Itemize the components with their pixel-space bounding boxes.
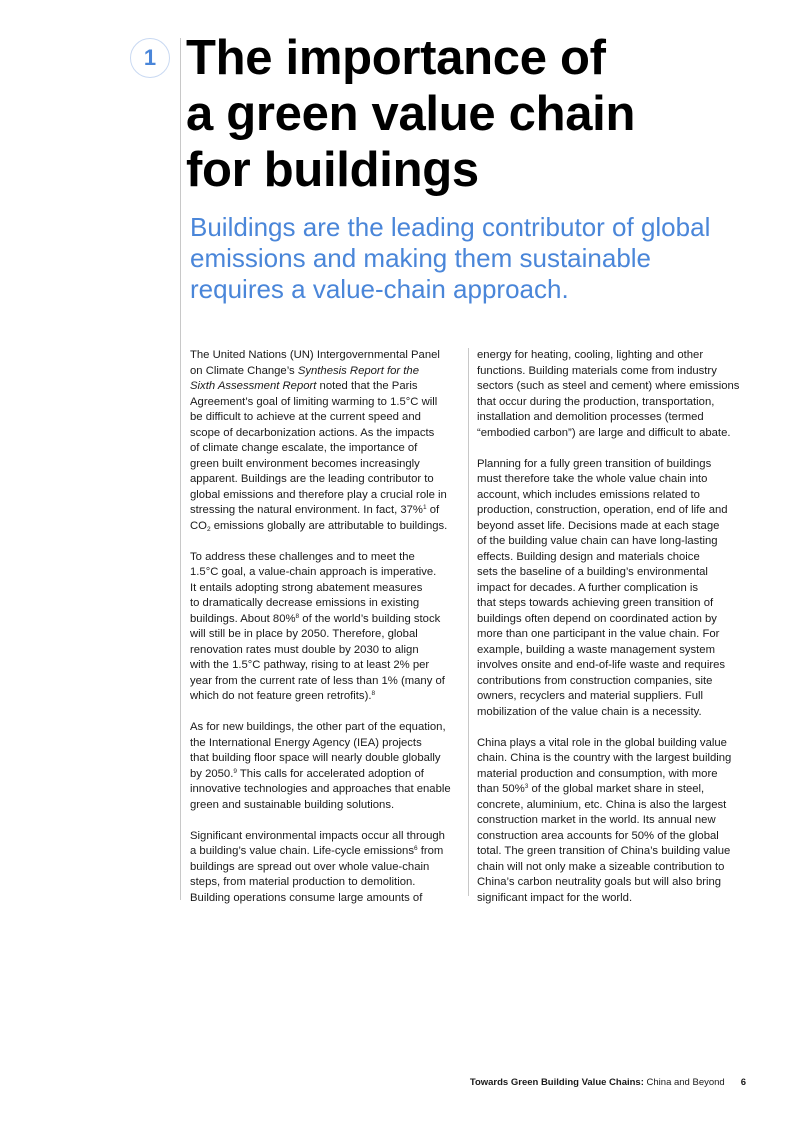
- text-line: material production and consumption, with more: [477, 767, 718, 780]
- text-line: with the 1.5°C pathway, rising to at least 2% per: [190, 659, 430, 671]
- text-line: China’s carbon neutrality goals but will also bring: [477, 876, 722, 888]
- text-run: which do not feature green retrofits).: [190, 690, 372, 702]
- text-line: Building operations consume large amounts of: [190, 891, 423, 904]
- footnote-ref: 1: [422, 504, 427, 511]
- text-run: of the world’s building stock: [299, 612, 441, 625]
- chapter-number: 1: [143, 45, 157, 70]
- text-line: The United Nations (UN) Intergovernmental Panel: [190, 349, 440, 361]
- text-line: green and sustainable building solutions.: [190, 798, 395, 811]
- text-line: China plays a vital role in the global building value: [477, 736, 727, 749]
- paragraph-4: [190, 829, 460, 907]
- text-line: functions. Building materials come from industry: [477, 364, 717, 377]
- text-line: account, which includes emissions related to: [477, 488, 700, 501]
- text-line: sets the baseline of a building’s environmental: [477, 566, 708, 578]
- text-run: noted that the Paris: [316, 380, 418, 392]
- subtitle-line: emissions and making them sustainable: [190, 243, 652, 273]
- column-divider: [468, 348, 469, 896]
- text-line: significant impact for the world.: [477, 891, 633, 904]
- text-line: chain will not only make a sizeable contribution to: [477, 860, 725, 873]
- text-line: [477, 782, 747, 798]
- text-line: the International Energy Agency (IEA) projects: [190, 736, 422, 749]
- text-line: As for new buildings, the other part of the equation,: [190, 721, 446, 733]
- text-line: Planning for a fully green transition of buildings: [477, 457, 712, 470]
- text-line: [190, 612, 460, 628]
- subtitle-line: requires a value-chain approach.: [190, 274, 569, 304]
- body-column-left: [190, 348, 460, 922]
- text-line: must therefore take the whole value chain into: [477, 473, 708, 485]
- paragraph-7: [477, 736, 747, 907]
- text-line: [190, 844, 460, 860]
- footer-report-title: Towards Green Building Value Chains:: [469, 1077, 644, 1088]
- title-line: for buildings: [186, 143, 479, 197]
- paragraph-5: [477, 348, 747, 441]
- footnote-ref: 9: [233, 767, 237, 775]
- text-line: buildings are spread out over whole value-chain: [190, 860, 430, 873]
- text-line: year from the current rate of less than 1% (many of: [190, 674, 445, 687]
- text-line: production, construction, operation, end of life and: [477, 504, 728, 516]
- text-line: mobilization of the value chain is a necessity.: [477, 705, 702, 718]
- text-line: owners, recyclers and material suppliers. Full: [477, 690, 704, 702]
- report-title-italic: Synthesis Report for the: [297, 364, 420, 377]
- text-line: Significant environmental impacts occur all through: [190, 829, 445, 842]
- text-line: green built environment becomes increasingly: [190, 457, 420, 470]
- text-line: To address these challenges and to meet the: [190, 550, 415, 563]
- text-line: buildings often depend on coordinated action by: [477, 612, 717, 625]
- report-title-italic: Sixth Assessment Report: [190, 380, 317, 392]
- text-run: of the global market share in steel,: [528, 783, 705, 795]
- text-line: [190, 767, 460, 783]
- text-run: than 50%: [477, 783, 525, 795]
- text-line: installation and demolition processes (termed: [477, 411, 704, 423]
- footer-report-subtitle: China and Beyond: [643, 1077, 725, 1088]
- text-line: renovation rates must double by 2030 to align: [190, 643, 419, 656]
- text-run: emissions globally are attributable to buildings.: [210, 519, 448, 532]
- page-title: [186, 30, 766, 198]
- text-line: impact for decades. A further complication is: [477, 581, 699, 594]
- text-line: [190, 364, 460, 380]
- text-line: will still be in place by 2050. Therefore, global: [190, 628, 418, 640]
- text-line: construction market in the world. Its annual new: [477, 814, 716, 826]
- text-line: [190, 689, 460, 705]
- text-line: more than one participant in the value chain. For: [477, 628, 720, 640]
- text-line: Agreement’s goal of limiting warming to 1.5°C will: [190, 395, 438, 408]
- text-line: that steps towards achieving green transition of: [477, 597, 714, 609]
- text-line: innovative technologies and approaches that enable: [190, 783, 451, 795]
- text-run: from: [417, 845, 444, 857]
- text-line: apparent. Buildings are the leading contributor to: [190, 473, 434, 485]
- text-line: energy for heating, cooling, lighting and other: [477, 349, 704, 361]
- text-line: to dramatically decrease emissions in existing: [190, 597, 420, 609]
- text-line: “embodied carbon”) are large and difficult to abate.: [477, 426, 731, 439]
- subtitle-line: Buildings are the leading contributor of global: [190, 212, 711, 242]
- text-line: global emissions and therefore play a crucial role in: [190, 488, 447, 501]
- text-line: that building floor space will nearly double globally: [190, 752, 441, 764]
- text-run: buildings. About 80%: [190, 612, 296, 625]
- footnote-ref: 8: [295, 612, 300, 620]
- text-run: of: [426, 504, 440, 516]
- text-line: steps, from material production to demolition.: [190, 876, 416, 888]
- text-run: stressing the natural environment. In fact, 37%: [190, 504, 423, 516]
- text-line: scope of decarbonization actions. As the impacts: [190, 426, 435, 439]
- text-line: involves onsite and end-of-life waste and requires: [477, 659, 726, 671]
- text-run: a building’s value chain. Life-cycle emissions: [190, 845, 414, 857]
- text-line: [190, 379, 460, 395]
- text-line: total. The green transition of China’s building value: [477, 845, 731, 857]
- footnote-ref: 8: [371, 690, 376, 697]
- footnote-ref: 6: [413, 845, 418, 852]
- text-run: CO: [190, 519, 207, 532]
- text-line: example, building a waste management system: [477, 643, 715, 656]
- text-line: of the building value chain can have long-lasting: [477, 535, 718, 547]
- title-line: a green value chain: [186, 87, 636, 141]
- body-column-right: [477, 348, 747, 922]
- text-line: construction area accounts for 50% of the global: [477, 829, 719, 842]
- paragraph-3: [190, 720, 460, 813]
- vertical-divider: [180, 38, 181, 900]
- text-line: be difficult to achieve at the current speed and: [190, 411, 421, 423]
- text-line: chain. China is the country with the largest building: [477, 752, 732, 764]
- text-line: 1.5°C goal, a value-chain approach is imperative.: [190, 566, 437, 578]
- paragraph-1: [190, 348, 460, 534]
- page-number: 6: [740, 1077, 746, 1088]
- text-line: concrete, aluminium, etc. China is also the largest: [477, 798, 727, 811]
- subscript: 2: [206, 525, 211, 533]
- page-footer: [470, 1077, 746, 1088]
- text-run: by 2050.: [190, 767, 234, 780]
- text-line: beyond asset life. Decisions made at each stage: [477, 519, 720, 532]
- paragraph-6: [477, 457, 747, 721]
- text-line: of climate change escalate, the importance of: [190, 442, 418, 454]
- text-run: on Climate Change’s: [190, 364, 298, 377]
- chapter-number-badge: [130, 38, 170, 78]
- text-line: [190, 503, 460, 519]
- text-line: that occur during the production, transportation,: [477, 395, 715, 408]
- text-run: This calls for accelerated adoption of: [236, 767, 424, 780]
- text-line: It entails adopting strong abatement measures: [190, 581, 423, 594]
- text-line: contributions from construction companies, site: [477, 674, 713, 687]
- text-line: [190, 519, 460, 535]
- footnote-ref: 3: [524, 783, 529, 790]
- text-line: sectors (such as steel and cement) where emissions: [477, 380, 740, 392]
- text-line: effects. Building design and materials choice: [477, 550, 700, 563]
- paragraph-2: [190, 550, 460, 705]
- page-subtitle: [190, 212, 750, 305]
- title-line: The importance of: [186, 31, 606, 85]
